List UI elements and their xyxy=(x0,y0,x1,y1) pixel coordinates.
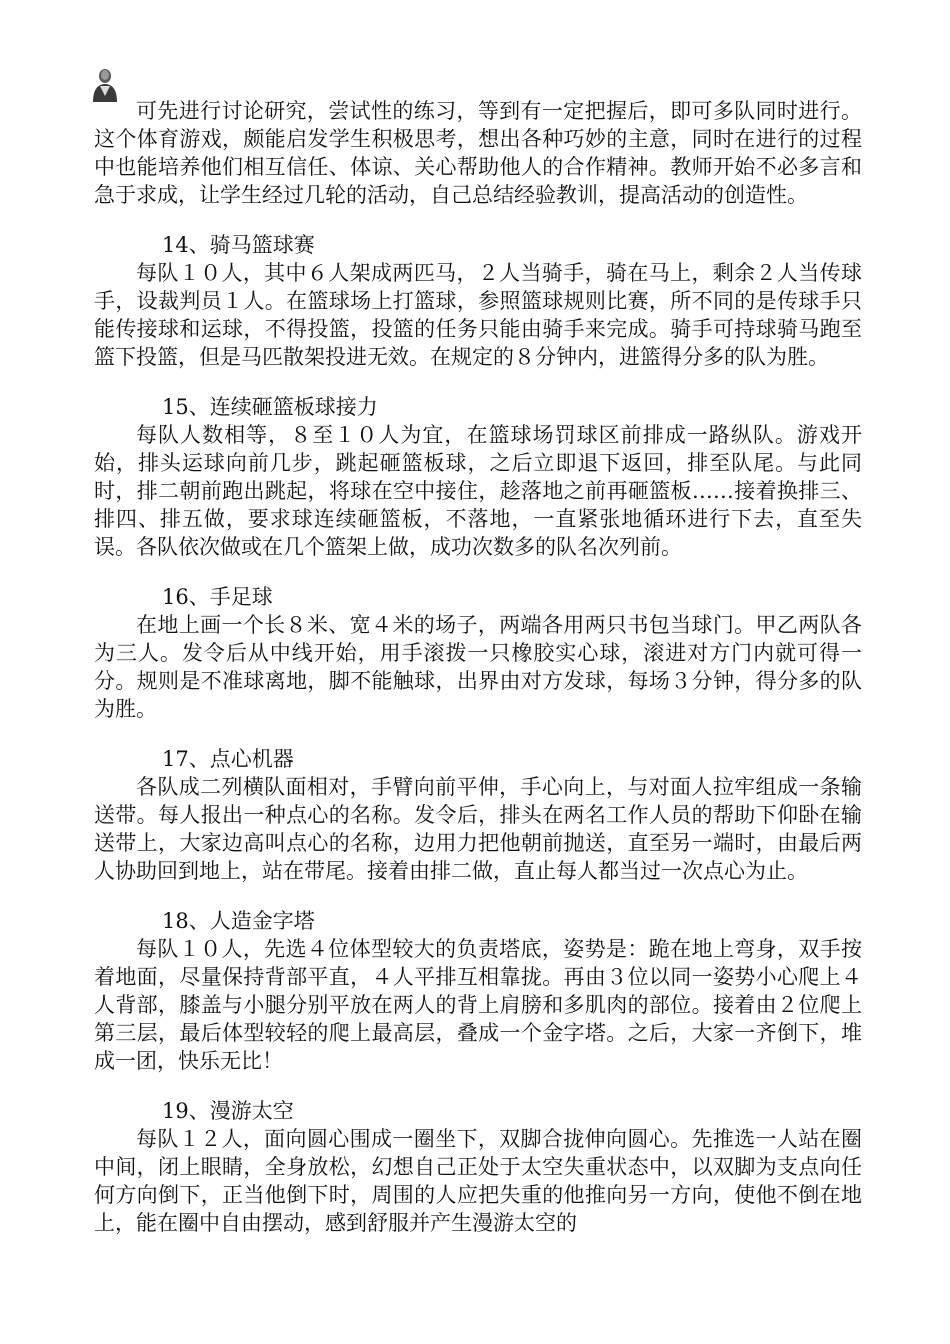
section-19 xyxy=(94,1097,862,1237)
intro-paragraph xyxy=(94,97,862,209)
section-body: 各队成二列横队面相对，手臂向前平伸，手心向上，与对面人拉牢组成一条输送带。每人报出一种点心的名称。发令后，排头在两名工作人员的帮助下仰卧在输送带上，大家边高叫点心的名称，边用力把他朝前抛送，直至另一端时，由最后两人协助回到地上，站在带尾。接着由排二做，直止每人都当过一次点心为止。 xyxy=(94,775,862,883)
intro-text: 可先进行讨论研究，尝试性的练习，等到有一定把握后，即可多队同时进行。这个体育游戏，颇能启发学生积极思考，想出各种巧妙的主意，同时在进行的过程中也能培养他们相互信任、体谅、关心帮助他人的合作精神。教师开始不必多言和急于求成，让学生经过几轮的活动，自己总结经验教训，提高活动的创造性。 xyxy=(94,99,862,207)
section-title: 17、点心机器 xyxy=(162,747,294,771)
document-body xyxy=(94,97,862,1259)
section-title: 18、人造金字塔 xyxy=(162,909,315,933)
section-body: 每队１２人，面向圆心围成一圈坐下，双脚合拢伸向圆心。先推选一人站在圈中间，闭上眼睛，全身放松，幻想自己正处于太空失重状态中，以双脚为支点向任何方向倒下，正当他倒下时，周围的人应把失重的他推向另一方向，使他不倒在地上，能在圈中自由摆动，感到舒服并产生漫游太空的 xyxy=(94,1127,862,1235)
section-body: 每队１０人，先选４位体型较大的负责塔底，姿势是：跪在地上弯身，双手按着地面，尽量保持背部平直，４人平排互相靠拢。再由３位以同一姿势小心爬上４人背部，膝盖与小腿分别平放在两人的背上肩膀和多肌肉的部位。接着由２位爬上第三层，最后体型较轻的爬上最高层，叠成一个金字塔。之后，大家一齐倒下，堆成一团，快乐无比！ xyxy=(94,937,862,1073)
section-16 xyxy=(94,583,862,723)
section-body: 每队１０人，其中６人架成两匹马，２人当骑手，骑在马上，剩余２人当传球手，设裁判员１人。在篮球场上打篮球，参照篮球规则比赛，所不同的是传球手只能传接球和运球，不得投篮，投篮的任务只能由骑手来完成。骑手可持球骑马跑至篮下投篮，但是马匹散架投进无效。在规定的８分钟内，进篮得分多的队为胜。 xyxy=(94,261,862,369)
section-title: 16、手足球 xyxy=(162,585,273,609)
section-15 xyxy=(94,393,862,561)
section-18 xyxy=(94,907,862,1075)
section-body: 每队人数相等，８至１０人为宜，在篮球场罚球区前排成一路纵队。游戏开始，排头运球向前几步，跳起砸篮板球，之后立即退下返回，排至队尾。与此同时，排二朝前跑出跳起，将球在空中接住，趁落地之前再砸篮板……接着换排三、排四、排五做，要求球连续砸篮板，不落地，一直紧张地循环进行下去，直至失误。各队依次做或在几个篮架上做，成功次数多的队名次列前。 xyxy=(94,423,862,559)
section-title: 14、骑马篮球赛 xyxy=(162,233,315,257)
section-body: 在地上画一个长８米、宽４米的场子，两端各用两只书包当球门。甲乙两队各为三人。发令后从中线开始，用手滚拨一只橡胶实心球，滚进对方门内就可得一分。规则是不准球离地，脚不能触球，出界由对方发球，每场３分钟，得分多的队为胜。 xyxy=(94,613,862,721)
section-14 xyxy=(94,231,862,371)
section-title: 15、连续砸篮板球接力 xyxy=(162,395,378,419)
section-17 xyxy=(94,745,862,885)
section-title: 19、漫游太空 xyxy=(162,1099,294,1123)
